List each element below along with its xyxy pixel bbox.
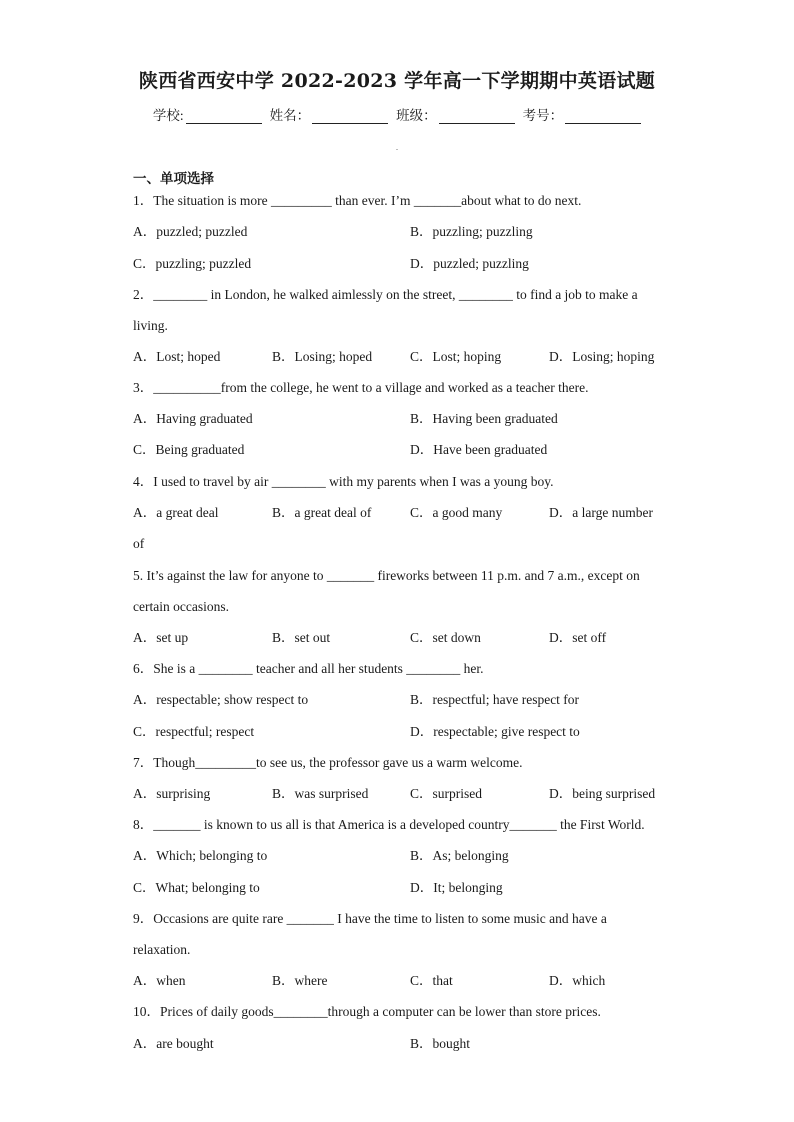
option-a: A．set up xyxy=(133,630,189,645)
option-c: C．Lost; hoping xyxy=(410,349,502,364)
question-8: 8．_______ is known to us all is that America is a developed country_______ the First World. xyxy=(133,817,645,832)
option-c: C．set down xyxy=(410,630,481,645)
option-b: B．was surprised xyxy=(272,786,369,801)
option-d: D．Have been graduated xyxy=(410,442,548,457)
class-label: 班级： xyxy=(396,108,437,123)
option-b: B．respectful; have respect for xyxy=(410,692,580,707)
option-d: D．It; belonging xyxy=(410,880,503,895)
student-info-row xyxy=(0,104,794,124)
name-label: 姓名： xyxy=(269,108,311,123)
option-a: A．respectable; show respect to xyxy=(133,692,309,707)
option-d: D．which xyxy=(549,973,606,988)
option-a: A．Lost; hoped xyxy=(133,349,221,364)
school-blank xyxy=(186,109,262,124)
option-c: C．surprised xyxy=(410,786,482,801)
question-2-continuation: living. xyxy=(133,318,168,333)
option-c: C．that xyxy=(410,973,453,988)
name-field xyxy=(270,104,389,124)
question-1: 1．The situation is more _________ than ever. I’m _______about what to do next. xyxy=(133,193,582,208)
question-7: 7．Though_________to see us, the professor gave us a warm welcome. xyxy=(133,755,523,770)
option-d: D．being surprised xyxy=(549,786,656,801)
option-b: B．puzzling; puzzling xyxy=(410,224,533,239)
option-b: B．bought xyxy=(410,1036,471,1051)
option-d: D．respectable; give respect to xyxy=(410,724,580,739)
page-title: 陕西省西安中学 2022-2023 学年高一下学期期中英语试题 xyxy=(138,70,656,92)
question-4: 4．I used to travel by air ________ with my parents when I was a young boy. xyxy=(133,474,554,489)
option-a: A．when xyxy=(133,973,186,988)
option-c: C．respectful; respect xyxy=(133,724,255,739)
option-b: B．set out xyxy=(272,630,331,645)
question-10: 10．Prices of daily goods________through a computer can be lower than store prices. xyxy=(133,1004,601,1019)
option-d: D．puzzled; puzzling xyxy=(410,256,529,271)
scan-speck xyxy=(396,149,398,150)
school-label: 学校: xyxy=(152,108,184,123)
option-a: A．Having graduated xyxy=(133,411,253,426)
class-blank xyxy=(439,109,515,124)
option-c: C．a good many xyxy=(410,505,503,520)
option-a: A．Which; belonging to xyxy=(133,848,268,863)
option-c: C．Being graduated xyxy=(133,442,245,457)
question-4-option-wrap: of xyxy=(133,536,145,551)
question-5: 5. It’s against the law for anyone to _______ fireworks between 11 p.m. and 7 a.m., except on xyxy=(133,568,640,583)
question-6: 6．She is a ________ teacher and all her students ________ her. xyxy=(133,661,484,676)
option-b: B．where xyxy=(272,973,328,988)
class-field xyxy=(396,104,515,124)
option-a: A．puzzled; puzzled xyxy=(133,224,248,239)
option-b: B．Having been graduated xyxy=(410,411,558,426)
question-3: 3．__________from the college, he went to a village and worked as a teacher there. xyxy=(133,380,589,395)
section-heading: 一、单项选择 xyxy=(133,171,214,187)
exam-number-blank xyxy=(565,109,641,124)
option-a: A．are bought xyxy=(133,1036,214,1051)
question-9-continuation: relaxation. xyxy=(133,942,191,957)
option-b: B．a great deal of xyxy=(272,505,372,520)
option-b: B．As; belonging xyxy=(410,848,509,863)
option-d: D．Losing; hoping xyxy=(549,349,655,364)
option-a: A．surprising xyxy=(133,786,211,801)
question-2: 2．________ in London, he walked aimlessly on the street, ________ to find a job to make a xyxy=(133,287,638,302)
option-c: C．What; belonging to xyxy=(133,880,260,895)
question-5-continuation: certain occasions. xyxy=(133,599,229,614)
school-field xyxy=(153,104,262,124)
exam-number-label: 考号： xyxy=(522,108,564,123)
option-d: D．a large number xyxy=(549,505,653,520)
exam-number-field xyxy=(523,104,642,124)
name-blank xyxy=(312,109,388,124)
option-c: C．puzzling; puzzled xyxy=(133,256,252,271)
option-a: A．a great deal xyxy=(133,505,219,520)
option-b: B．Losing; hoped xyxy=(272,349,373,364)
option-d: D．set off xyxy=(549,630,607,645)
question-9: 9．Occasions are quite rare _______ I have the time to listen to some music and have a xyxy=(133,911,607,926)
